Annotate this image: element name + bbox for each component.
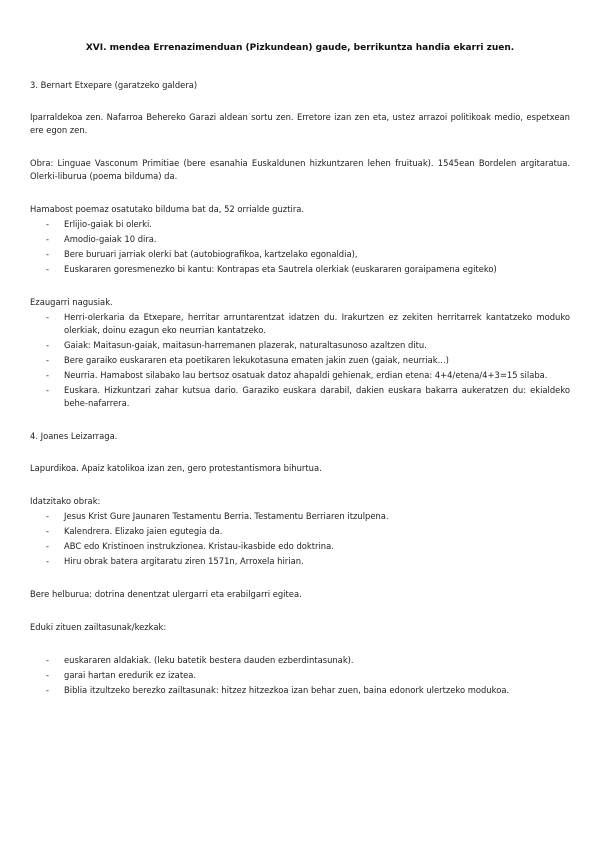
list-bullet: - [46,370,50,380]
list-item: - Herri-olerkaria da Etxepare, herritar arruntarentzat idatzen du. Irakurtzen ez zekiten herritarrek kantatzeko moduko olerkiak, doinu ezagun eko neurrian kantatzeko. [46,312,570,335]
etxepare-poems-intro: Hamabost poemaz osatutako bilduma bat da, 52 orrialde guztira. [30,204,305,214]
list-item: - Bere buruari jarriak olerki bat (autobiografikoa, kartzelako egonaldia), [46,249,358,259]
list-item: - Jesus Krist Gure Jaunaren Testamentu Berria. Testamentu Berriaren itzulpena. [46,511,389,521]
section-heading-etxepare: 3. Bernart Etxepare (garatzeko galdera) [30,80,198,90]
list-bullet: - [46,526,50,536]
list-item: - Gaiak: Maitasun-gaiak, maitasun-harremanen plazerak, naturaltasunoso azaltzen ditu. [46,340,427,350]
leizarraga-difficulties-intro: Eduki zituen zailtasunak/kezkak: [30,622,167,632]
list-item: - ABC edo Kristinoen instrukzionea. Kristau-ikasbide edo doktrina. [46,541,334,551]
list-bullet: - [46,264,50,274]
list-bullet: - [46,340,50,350]
etxepare-features-intro: Ezaugarri nagusiak. [30,297,113,307]
list-bullet: - [46,556,50,566]
list-bullet: - [46,511,50,521]
etxepare-work: Obra: Linguae Vasconum Primitiae (bere esanahia Euskaldunen hizkuntzaren lehen fruituak). 1545ean Bordelen argitaratua. Olerki-liburua (poema bilduma) da. [30,158,570,181]
list-item: - Hiru obrak batera argitaratu ziren 1571n, Arroxela hirian. [46,556,304,566]
list-item: - euskararen aldakiak. (leku batetik bestera dauden ezberdintasunak). [46,655,354,665]
list-bullet: - [46,219,50,229]
etxepare-poems-list [30,218,570,276]
leizarraga-goal: Bere helburua: dotrina denentzat ulergarri eta erabilgarri egitea. [30,589,302,599]
page-title: XVI. mendea Errenazimenduan (Pizkundean) gaude, berrikuntza handia ekarri zuen. [85,43,515,53]
list-item: - Euskararen goresmenezko bi kantu: Kontrapas eta Sautrela olerkiak (euskararen goraipamena egiteko) [46,264,497,274]
list-item: - Erlijio-gaiak bi olerki. [46,219,152,229]
list-item: - Biblia itzultzeko berezko zailtasunak: hitzez hitzezkoa izan behar zuen, baina edonork ulertzeko modukoa. [46,685,510,695]
list-item: - garai hartan eredurik ez izatea. [46,670,197,680]
list-item: - Kalendrera. Elizako jaien egutegia da. [46,526,223,536]
list-item: - Amodio-gaiak 10 dira. [46,234,157,244]
leizarraga-works-intro: Idatzitako obrak: [30,496,101,506]
list-bullet: - [46,312,50,322]
list-bullet: - [46,670,50,680]
etxepare-bio: Iparraldekoa zen. Nafarroa Behereko Garazi aldean sortu zen. Erretore izan zen eta, ustez arrazoi politikoak medio, espetxean ere egon zen. [30,112,570,135]
section-heading-leizarraga: 4. Joanes Leizarraga. [30,431,118,441]
leizarraga-difficulties-list [30,654,570,697]
list-item: - Euskara. Hizkuntzari zahar kutsua dario. Garaziko euskara darabil, dakien euskara bakarra aukeratzen du: ekialdeko behe-nafarrera. [46,385,570,408]
list-bullet: - [46,685,50,695]
list-bullet: - [46,385,50,395]
etxepare-features-list [30,311,570,410]
list-bullet: - [46,655,50,665]
list-bullet: - [46,234,50,244]
list-item: - Neurria. Hamabost silabako lau bertsoz osatuak datoz ahapaldi gehienak, erdian etena: 4+4/etena/4+3=15 silaba. [46,370,548,380]
leizarraga-bio: Lapurdikoa. Apaiz katolikoa izan zen, gero protestantismora bihurtua. [30,463,322,473]
list-bullet: - [46,355,50,365]
list-bullet: - [46,249,50,259]
list-bullet: - [46,541,50,551]
list-item: - Bere garaiko euskararen eta poetikaren lekukotasuna ematen jakin zuen (gaiak, neurriak...) [46,355,449,365]
leizarraga-works-list [30,510,570,568]
